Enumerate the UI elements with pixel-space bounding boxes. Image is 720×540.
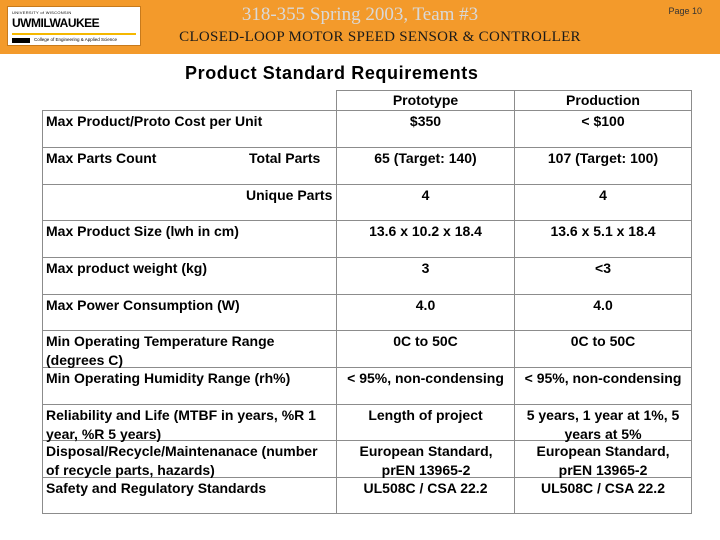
row-sublabel: Total Parts	[249, 150, 321, 166]
table-border-left	[42, 110, 43, 514]
row-label: Max Power Consumption (W)	[46, 297, 240, 313]
project-title: CLOSED-LOOP MOTOR SPEED SENSOR & CONTROLLER	[179, 29, 581, 45]
production-value: 107 (Target: 100)	[547, 150, 659, 166]
row-label: Max Parts Count	[46, 150, 157, 166]
production-value: <3	[595, 260, 611, 276]
slide-header	[0, 0, 720, 54]
column-header-production: Production	[566, 92, 640, 108]
prototype-value: $350	[409, 113, 442, 129]
prototype-value: UL508C / CSA 22.2	[363, 480, 488, 496]
row-label: Max Product/Proto Cost per Unit	[46, 113, 263, 129]
production-value: European Standard, prEN 13965-2	[536, 443, 670, 478]
course-title: 318-355 Spring 2003, Team #3	[241, 4, 479, 25]
page-number: Page 10	[668, 6, 702, 16]
row-label: Min Operating Temperature Range (degrees C)	[46, 333, 275, 368]
prototype-value: 4	[421, 187, 430, 203]
table-rule	[42, 294, 692, 295]
prototype-value: 3	[421, 260, 430, 276]
logo-line-2: UWMILWAUKEE	[12, 16, 100, 30]
logo-line-1: UNIVERSITY of WISCONSIN	[12, 10, 72, 15]
prototype-value: 13.6 x 10.2 x 18.4	[369, 223, 482, 239]
prototype-value: 4.0	[415, 297, 436, 313]
production-value: UL508C / CSA 22.2	[541, 480, 665, 496]
page-heading: Product Standard Requirements	[185, 63, 479, 83]
production-value: 4	[599, 187, 607, 203]
production-value: < $100	[581, 113, 625, 129]
table-rule	[42, 330, 692, 331]
production-value: 13.6 x 5.1 x 18.4	[550, 223, 656, 239]
table-rule	[42, 404, 692, 405]
prototype-value: < 95%, non-condensing	[347, 370, 504, 386]
row-label: Max Product Size (lwh in cm)	[46, 223, 239, 239]
production-value: 4.0	[593, 297, 613, 313]
row-label: Disposal/Recycle/Maintenanace (number of recycle parts, hazards)	[46, 443, 318, 478]
prototype-value: European Standard, prEN 13965-2	[359, 443, 493, 478]
logo-line-3: College of Engineering & Applied Science	[34, 37, 118, 42]
row-label: Reliability and Life (MTBF in years, %R 1 year, %R 5 years)	[46, 407, 316, 442]
table-rule	[42, 110, 692, 111]
row-label: Safety and Regulatory Standards	[46, 480, 267, 496]
prototype-value: 65 (Target: 140)	[374, 150, 477, 166]
row-sublabel: Unique Parts	[246, 187, 333, 203]
prototype-value: 0C to 50C	[393, 333, 458, 349]
table-border-right	[691, 90, 692, 514]
table-rule	[42, 220, 692, 221]
table-rule	[42, 513, 692, 514]
column-header-prototype: Prototype	[392, 92, 459, 108]
prototype-value: Length of project	[368, 407, 483, 423]
table-rule	[42, 257, 692, 258]
production-value: 5 years, 1 year at 1%, 5 years at 5%	[526, 407, 680, 442]
production-value: < 95%, non-condensing	[524, 370, 682, 386]
row-label: Max product weight (kg)	[46, 260, 207, 276]
row-label: Min Operating Humidity Range (rh%)	[46, 370, 291, 386]
production-value: 0C to 50C	[570, 333, 636, 349]
table-rule	[42, 147, 692, 148]
table-rule	[42, 184, 692, 185]
